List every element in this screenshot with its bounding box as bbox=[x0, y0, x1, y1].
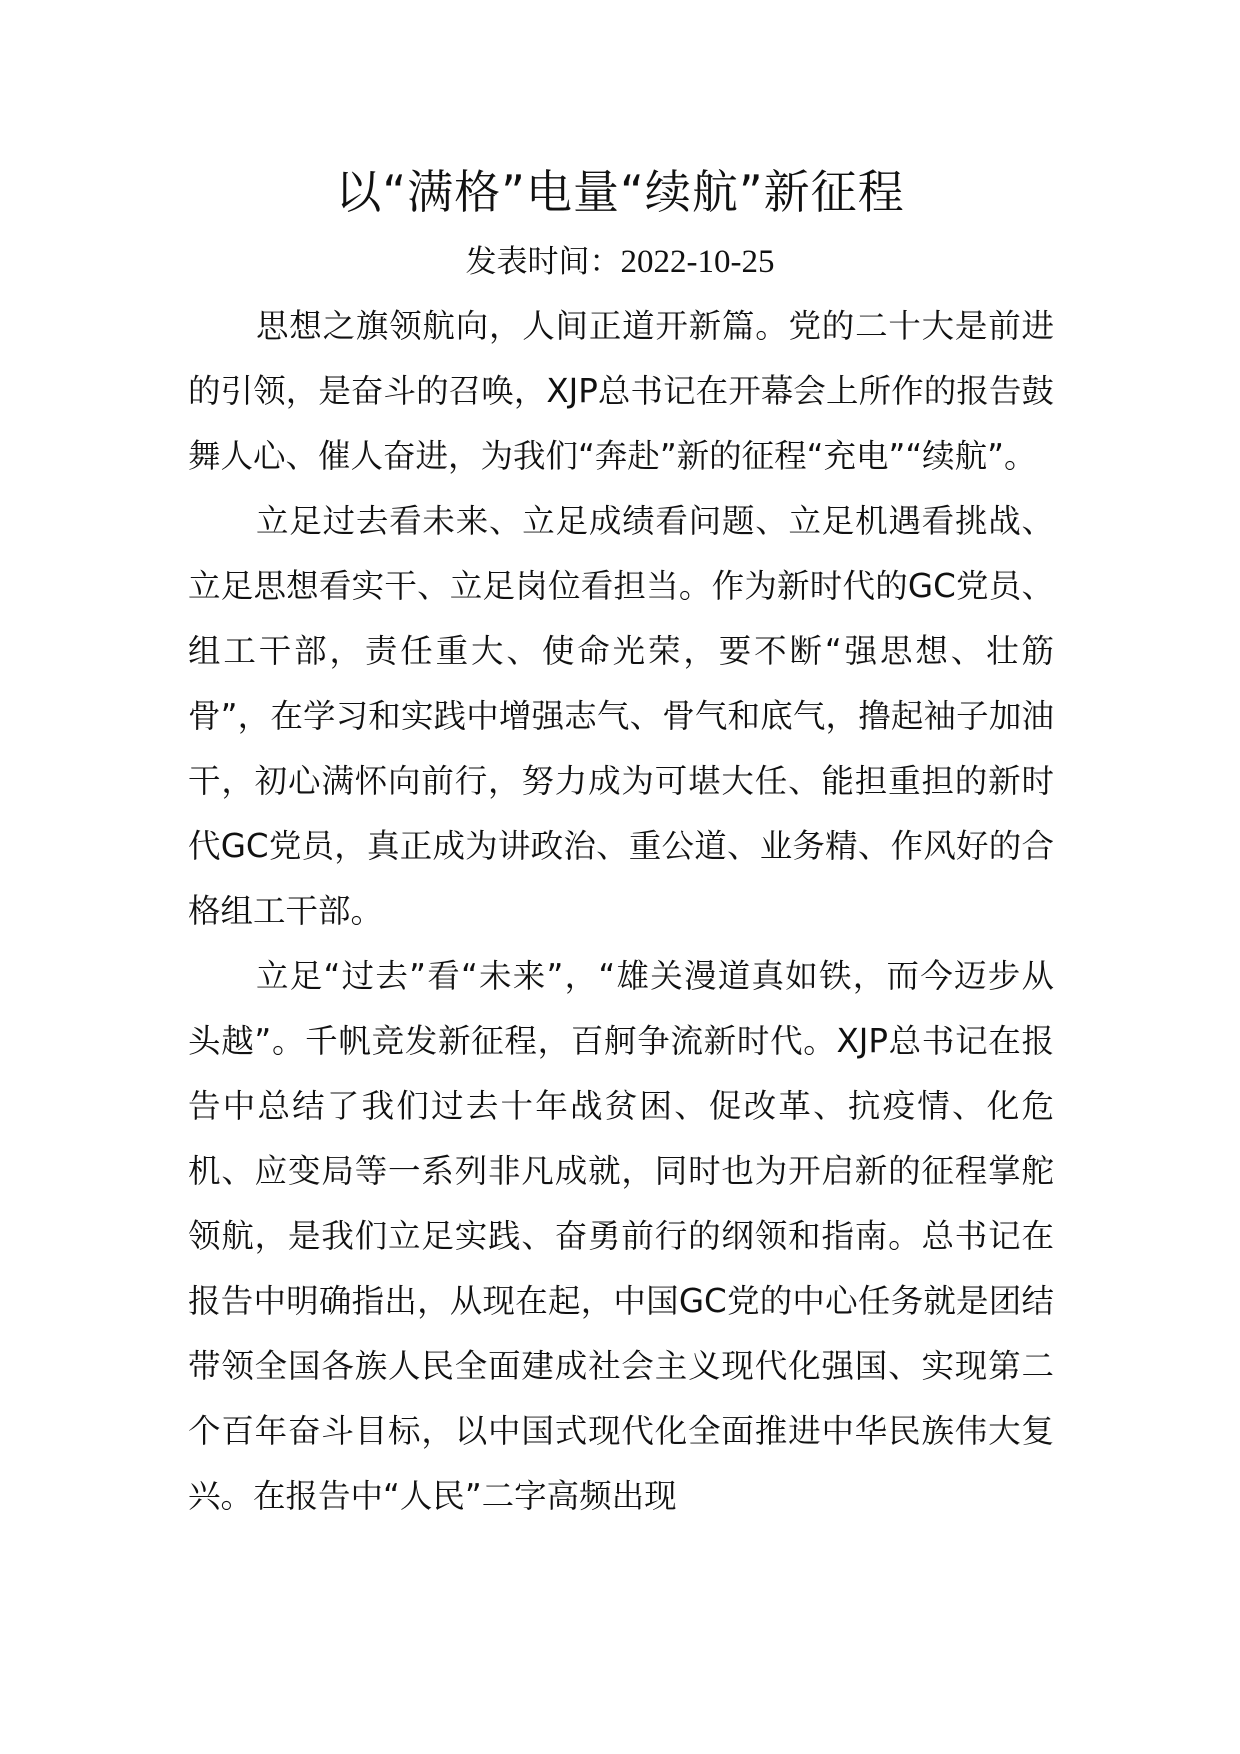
publish-date-value: 2022-10-25 bbox=[620, 244, 775, 280]
paragraph: 思想之旗领航向，人间正道开新篇。党的二十大是前进的引领，是奋斗的召唤，XJP总书记在开幕会上所作的报告鼓舞人心、催人奋进，为我们“奔赴”新的征程“充电”“续航”。 bbox=[188, 307, 1054, 475]
publish-date bbox=[0, 240, 1240, 284]
document-title: 以“满格”电量“续航”新征程 bbox=[335, 165, 905, 219]
publish-date-label: 发表时间： bbox=[465, 244, 621, 280]
paragraph: 立足“过去”看“未来”，“雄关漫道真如铁，而今迈步从头越”。千帆竞发新征程，百舸争流新时代。XJP总书记在报告中总结了我们过去十年战贫困、促改革、抗疫情、化危机、应变局等一系列非凡成就，同时也为开启新的征程掌舵领航，是我们立足实践、奋勇前行的纲领和指南。总书记在报告中明确指出，从现在起，中国GC党的中心任务就是团结带领全国各族人民全面建成社会主义现代化强国、实现第二个百年奋斗目标，以中国式现代化全面推进中华民族伟大复兴。在报告中“人民”二字高频出现 bbox=[188, 957, 1054, 1515]
paragraph: 立足过去看未来、立足成绩看问题、立足机遇看挑战、立足思想看实干、立足岗位看担当。作为新时代的GC党员、组工干部，责任重大、使命光荣，要不断“强思想、壮筋骨”，在学习和实践中增强志气、骨气和底气，撸起袖子加油干，初心满怀向前行，努力成为可堪大任、能担重担的新时代GC党员，真正成为讲政治、重公道、业务精、作风好的合格组工干部。 bbox=[188, 502, 1054, 930]
document-body bbox=[188, 294, 1054, 1529]
